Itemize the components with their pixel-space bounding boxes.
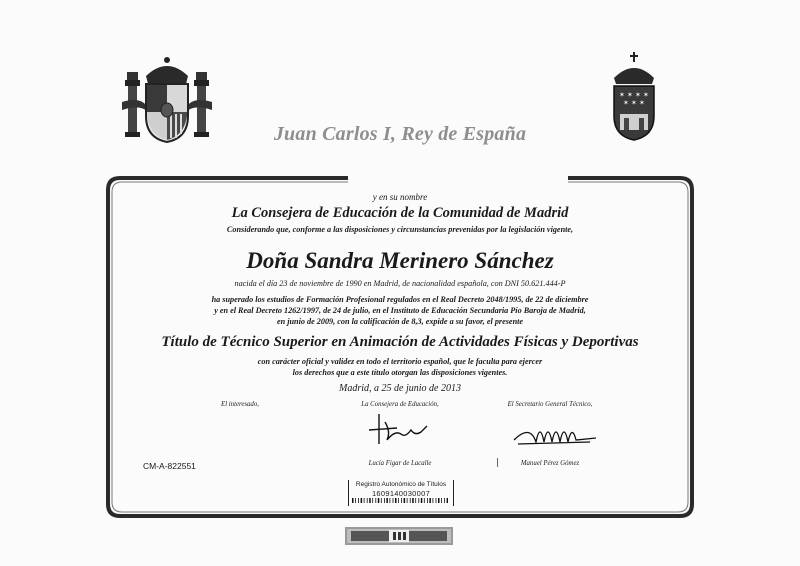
svg-text:✶: ✶ xyxy=(639,99,645,107)
consejera-caption: La Consejera de Educación, xyxy=(361,401,439,408)
secretario-name: Manuel Pérez Gómez xyxy=(520,460,580,467)
consejera-heading: La Consejera de Educación de la Comunidad de Madrid xyxy=(231,205,569,221)
security-strip-icon xyxy=(345,527,453,545)
registry-number: 1609140030007 xyxy=(371,489,431,498)
studies-line-1: ha superado los estudios de Formación Profesional regulados en el Real Decreto 2048/1995, de 22 de diciembre xyxy=(211,295,589,304)
considerando-line: Considerando que, conforme a las disposiciones y circunstancias prevenidas por la legislación vigente, xyxy=(226,225,574,234)
svg-text:✶: ✶ xyxy=(631,99,637,107)
en-su-nombre-line: y en su nombre xyxy=(372,192,428,202)
issue-date: Madrid, a 25 de junio de 2013 xyxy=(339,383,461,394)
svg-text:✶: ✶ xyxy=(635,91,641,99)
consejera-signature-icon xyxy=(365,410,435,450)
validity-line-2: los derechos que a este título otorgan las disposiciones vigentes. xyxy=(292,368,508,377)
svg-text:✶: ✶ xyxy=(627,91,633,99)
barcode-icon xyxy=(352,498,448,503)
svg-text:✶: ✶ xyxy=(619,91,625,99)
interesado-caption: El interesado, xyxy=(221,401,259,408)
king-heading: Juan Carlos I, Rey de España xyxy=(273,123,527,145)
holder-name: Doña Sandra Merinero Sánchez xyxy=(246,248,554,273)
degree-title: Título de Técnico Superior en Animación de Actividades Físicas y Deportivas xyxy=(161,334,639,350)
validity-line-1: con carácter oficial y validez en todo el territorio español, que le faculta para ejercer xyxy=(257,357,543,366)
studies-line-3: en junio de 2009, con la calificación de 8,3, expide a su favor, el presente xyxy=(276,317,524,326)
secretario-signature-icon xyxy=(510,418,600,450)
consejera-name: Lucía Figar de Lacalle xyxy=(368,460,432,467)
document-code: CM-A-822551 xyxy=(143,461,196,471)
svg-text:✶: ✶ xyxy=(643,91,649,99)
registry-label: Registro Autonómico de Títulos xyxy=(355,481,447,488)
svg-text:✶: ✶ xyxy=(623,99,629,107)
birth-details: nacida el día 23 de noviembre de 1990 en Madrid, de nacionalidad española, con DNI 50.621.444-P xyxy=(234,279,566,288)
secretario-caption: El Secretario General Técnico, xyxy=(507,401,593,408)
studies-line-2: y en el Real Decreto 1262/1997, de 24 de julio, en el Instituto de Educación Secundaria Pío Baroja de Madrid, xyxy=(214,306,586,315)
